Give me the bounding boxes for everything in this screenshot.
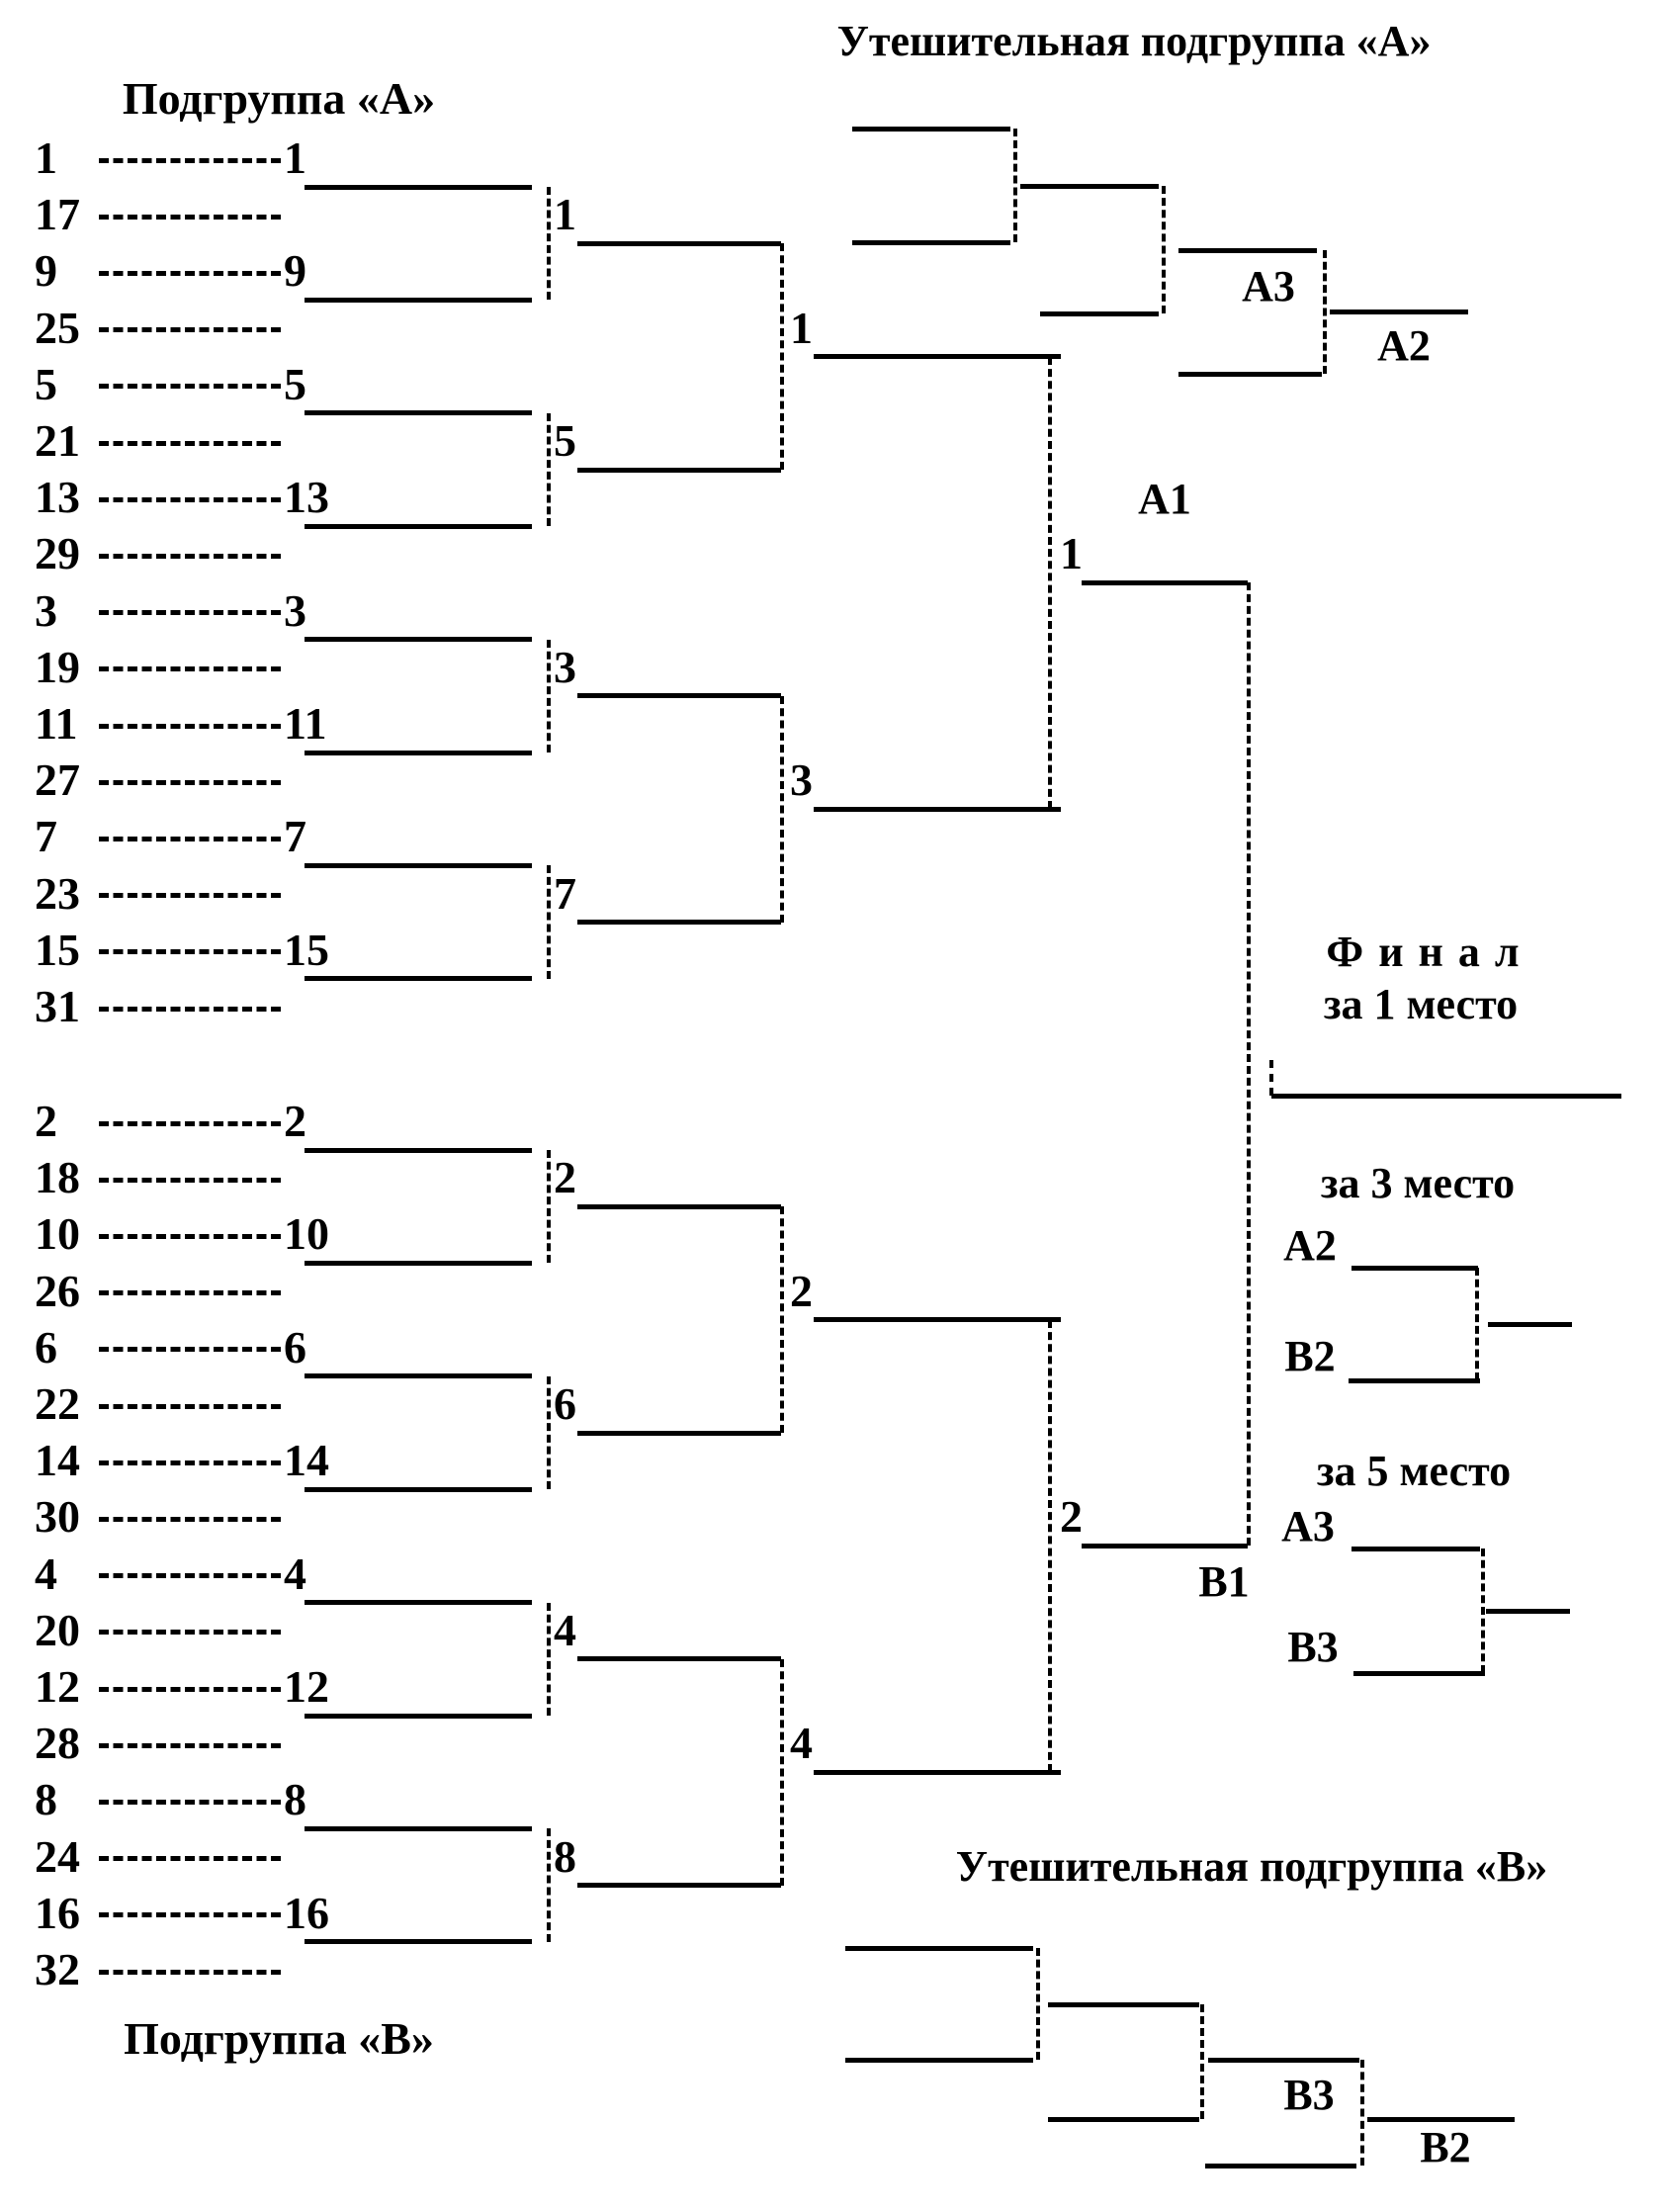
- seed-number: 29: [35, 528, 80, 579]
- seed-number: 22: [35, 1378, 80, 1429]
- seed-number: 1: [35, 133, 57, 183]
- consolation-line: [1178, 248, 1317, 253]
- place-match-participant-line: [1349, 1378, 1480, 1383]
- player-name-line: [99, 1856, 281, 1861]
- semifinal-winner-line: [1082, 1544, 1248, 1548]
- advancing-seed-number: 8: [284, 1774, 306, 1825]
- player-name-line: [99, 1234, 281, 1239]
- player-name-line: [99, 610, 281, 615]
- round1-winner-line: [305, 410, 532, 415]
- round2-winner-line: [577, 241, 781, 246]
- round3-match-label: 1: [790, 302, 813, 353]
- player-name-line: [99, 1460, 281, 1465]
- round1-winner-line: [305, 1714, 532, 1719]
- round2-winner-line: [577, 920, 781, 925]
- place-match-participant-label: В3: [1287, 1623, 1339, 1671]
- consolation-third-place-label: В3: [1283, 2071, 1335, 2119]
- semifinal-winner-line: [1082, 580, 1248, 585]
- round3-connector: [780, 1659, 784, 1886]
- round3-match-label: 3: [790, 754, 813, 806]
- seed-number: 4: [35, 1548, 57, 1599]
- place-match-participant-label: А2: [1283, 1221, 1337, 1270]
- seed-number: 30: [35, 1491, 80, 1543]
- consolation-line: [852, 240, 1010, 245]
- player-name-line: [99, 1178, 281, 1183]
- player-name-line: [99, 1743, 281, 1748]
- advancing-seed-number: 2: [284, 1096, 306, 1146]
- semifinal-match-label: 2: [1060, 1491, 1083, 1543]
- player-name-line: [99, 780, 281, 785]
- consolation-connector: [1360, 2060, 1364, 2166]
- place-match-participant-label: А3: [1281, 1502, 1335, 1550]
- player-name-line: [99, 1347, 281, 1352]
- round3-match-label: 4: [790, 1718, 813, 1769]
- seed-number: 12: [35, 1661, 80, 1712]
- round2-connector: [547, 1603, 551, 1716]
- round2-winner-line: [577, 1883, 781, 1888]
- round2-winner-line: [577, 468, 781, 473]
- consolation-connector: [1013, 129, 1017, 242]
- seed-number: 26: [35, 1265, 80, 1316]
- semifinal-connector: [1048, 357, 1052, 810]
- round2-connector: [547, 1376, 551, 1489]
- consolation-line: [1205, 2164, 1356, 2168]
- round1-winner-line: [305, 1148, 532, 1153]
- consolation-line: [1208, 2058, 1359, 2063]
- seed-number: 11: [35, 698, 78, 749]
- consolation-second-place-label: А2: [1377, 321, 1431, 370]
- player-name-line: [99, 1121, 281, 1126]
- player-name-line: [99, 724, 281, 729]
- consolation-a-title: Утешительная подгруппа «А»: [836, 17, 1432, 65]
- final-subtitle: за 1 место: [1323, 980, 1519, 1028]
- player-name-line: [99, 893, 281, 898]
- consolation-line: [1020, 184, 1159, 189]
- advancing-seed-number: 3: [284, 584, 306, 636]
- round2-connector: [547, 640, 551, 752]
- round1-winner-line: [305, 1487, 532, 1492]
- player-name-line: [99, 949, 281, 954]
- seed-number: 16: [35, 1887, 80, 1938]
- seed-number: 17: [35, 189, 80, 240]
- final-connector-stub: [1269, 1060, 1273, 1096]
- place-match-participant-line: [1353, 1671, 1485, 1676]
- round2-connector: [547, 1828, 551, 1941]
- advancing-seed-number: 15: [284, 924, 329, 975]
- seed-number: 28: [35, 1718, 80, 1769]
- semifinal-winner-label: В1: [1198, 1557, 1250, 1606]
- subgroup-b-heading: Подгруппа «В»: [124, 2013, 434, 2064]
- seed-number: 5: [35, 358, 57, 409]
- round3-winner-line: [814, 1770, 1061, 1775]
- round2-match-label: 5: [554, 415, 576, 466]
- seed-number: 20: [35, 1604, 80, 1655]
- seed-number: 24: [35, 1830, 80, 1882]
- player-name-line: [99, 1517, 281, 1522]
- round1-winner-line: [305, 1373, 532, 1378]
- place-match-connector: [1481, 1548, 1485, 1673]
- seed-number: 19: [35, 641, 80, 692]
- seed-number: 3: [35, 584, 57, 636]
- seed-number: 14: [35, 1435, 80, 1486]
- seed-number: 9: [35, 245, 57, 297]
- round2-connector: [547, 865, 551, 978]
- player-name-line: [99, 497, 281, 502]
- round1-winner-line: [305, 1826, 532, 1831]
- seed-number: 10: [35, 1208, 80, 1260]
- player-name-line: [99, 1404, 281, 1409]
- round1-winner-line: [305, 637, 532, 642]
- advancing-seed-number: 11: [284, 698, 327, 749]
- consolation-connector: [1036, 1948, 1040, 2060]
- consolation-line: [845, 1946, 1033, 1951]
- round3-connector: [780, 696, 784, 923]
- round3-match-label: 2: [790, 1265, 813, 1316]
- round2-match-label: 2: [554, 1152, 576, 1203]
- round1-winner-line: [305, 863, 532, 868]
- player-name-line: [99, 441, 281, 446]
- consolation-connector: [1200, 2004, 1204, 2119]
- round2-connector: [547, 413, 551, 526]
- player-name-line: [99, 1007, 281, 1012]
- round2-winner-line: [577, 693, 781, 698]
- seed-number: 31: [35, 981, 80, 1031]
- round1-winner-line: [305, 1261, 532, 1266]
- round3-connector: [780, 243, 784, 470]
- round1-winner-line: [305, 524, 532, 529]
- consolation-line: [1367, 2117, 1515, 2122]
- round2-match-label: 3: [554, 641, 576, 692]
- player-name-line: [99, 158, 281, 163]
- third-place-title: за 3 место: [1320, 1159, 1516, 1207]
- round2-match-label: 7: [554, 867, 576, 919]
- round3-winner-line: [814, 354, 1061, 359]
- seed-number: 6: [35, 1321, 57, 1372]
- round1-winner-line: [305, 1600, 532, 1605]
- consolation-line: [1178, 372, 1322, 377]
- round1-winner-line: [305, 298, 532, 303]
- round2-match-label: 6: [554, 1378, 576, 1429]
- place-match-participant-line: [1351, 1266, 1478, 1271]
- place-match-connector: [1475, 1268, 1479, 1380]
- seed-number: 15: [35, 924, 80, 975]
- player-name-line: [99, 271, 281, 276]
- player-name-line: [99, 1970, 281, 1975]
- semifinal-winner-label: А1: [1138, 475, 1191, 523]
- seed-number: 23: [35, 867, 80, 919]
- player-name-line: [99, 1630, 281, 1635]
- player-name-line: [99, 1687, 281, 1692]
- consolation-second-place-label: В2: [1420, 2123, 1471, 2171]
- player-name-line: [99, 384, 281, 389]
- advancing-seed-number: 9: [284, 245, 306, 297]
- player-name-line: [99, 1573, 281, 1578]
- final-connector: [1247, 582, 1251, 1546]
- advancing-seed-number: 4: [284, 1548, 306, 1599]
- round2-connector: [547, 187, 551, 300]
- fifth-place-title: за 5 место: [1316, 1447, 1512, 1495]
- advancing-seed-number: 10: [284, 1208, 329, 1260]
- consolation-b-title: Утешительная подгруппа «В»: [955, 1842, 1548, 1891]
- seed-number: 27: [35, 754, 80, 806]
- consolation-line: [1330, 310, 1468, 314]
- player-name-line: [99, 1912, 281, 1917]
- seed-number: 18: [35, 1152, 80, 1203]
- consolation-third-place-label: А3: [1242, 262, 1295, 310]
- round2-match-label: 1: [554, 189, 576, 240]
- player-name-line: [99, 1290, 281, 1295]
- final-winner-line: [1271, 1094, 1621, 1099]
- player-name-line: [99, 215, 281, 220]
- subgroup-a-heading: Подгруппа «А»: [122, 73, 436, 124]
- advancing-seed-number: 6: [284, 1321, 306, 1372]
- round1-winner-line: [305, 185, 532, 190]
- player-name-line: [99, 666, 281, 671]
- round2-winner-line: [577, 1204, 781, 1209]
- round1-winner-line: [305, 1939, 532, 1944]
- player-name-line: [99, 1800, 281, 1805]
- seed-number: 7: [35, 811, 57, 862]
- round2-match-label: 8: [554, 1830, 576, 1882]
- round3-connector: [780, 1206, 784, 1433]
- consolation-connector: [1162, 186, 1166, 313]
- advancing-seed-number: 13: [284, 472, 329, 523]
- seed-number: 21: [35, 415, 80, 466]
- place-match-participant-label: В2: [1284, 1332, 1336, 1380]
- consolation-line: [1048, 2117, 1199, 2122]
- seed-number: 2: [35, 1096, 57, 1146]
- seed-number: 8: [35, 1774, 57, 1825]
- consolation-line: [1048, 2002, 1199, 2007]
- place-match-winner-line: [1488, 1322, 1572, 1327]
- consolation-line: [1040, 311, 1159, 316]
- round1-winner-line: [305, 751, 532, 755]
- round3-winner-line: [814, 807, 1061, 812]
- advancing-seed-number: 12: [284, 1661, 329, 1712]
- player-name-line: [99, 327, 281, 332]
- consolation-line: [852, 127, 1010, 132]
- advancing-seed-number: 5: [284, 358, 306, 409]
- semifinal-match-label: 1: [1060, 528, 1083, 579]
- player-name-line: [99, 837, 281, 841]
- semifinal-connector: [1048, 1320, 1052, 1773]
- consolation-connector: [1323, 250, 1327, 374]
- round2-match-label: 4: [554, 1604, 576, 1655]
- place-match-participant-line: [1351, 1547, 1480, 1551]
- seed-number: 32: [35, 1944, 80, 1994]
- round3-winner-line: [814, 1317, 1061, 1322]
- round1-winner-line: [305, 976, 532, 981]
- round2-winner-line: [577, 1431, 781, 1436]
- advancing-seed-number: 1: [284, 133, 306, 183]
- final-title: Ф и н а л: [1326, 928, 1522, 976]
- round2-connector: [547, 1150, 551, 1263]
- advancing-seed-number: 7: [284, 811, 306, 862]
- seed-number: 13: [35, 472, 80, 523]
- round2-winner-line: [577, 1656, 781, 1661]
- seed-number: 25: [35, 302, 80, 353]
- place-match-winner-line: [1486, 1609, 1570, 1614]
- advancing-seed-number: 14: [284, 1435, 329, 1486]
- consolation-line: [845, 2058, 1033, 2063]
- player-name-line: [99, 554, 281, 559]
- advancing-seed-number: 16: [284, 1887, 329, 1938]
